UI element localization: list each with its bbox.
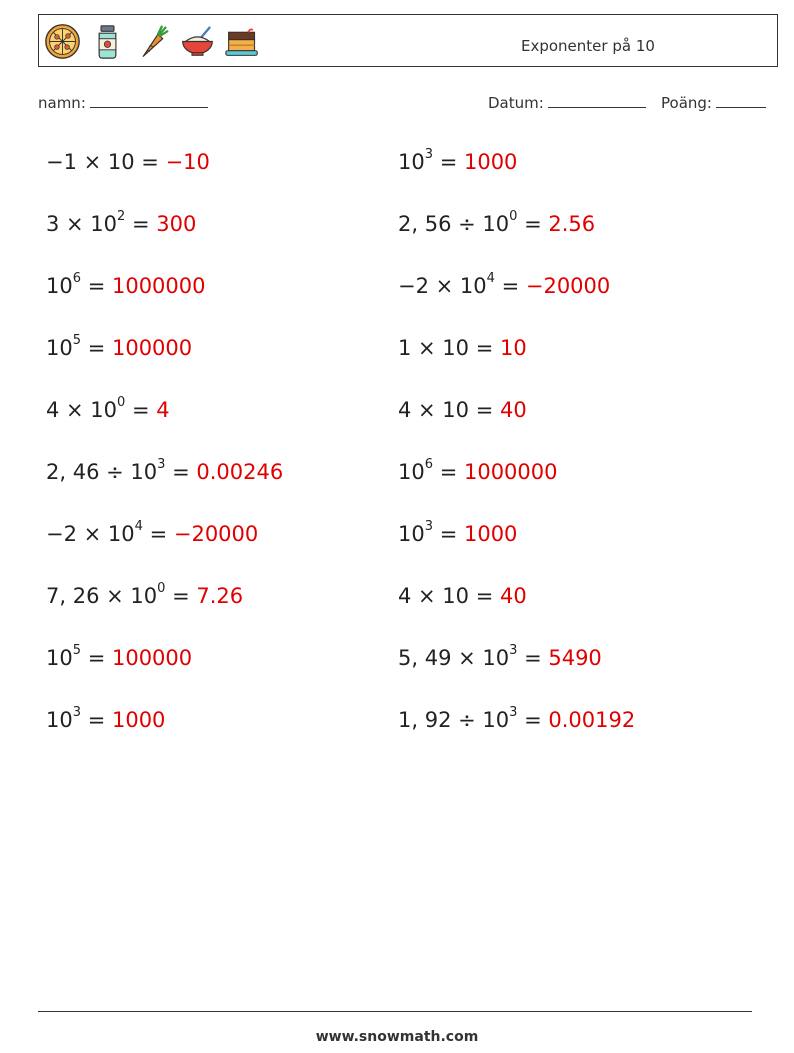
- problem-exponent: 3: [424, 147, 434, 162]
- problem-exponent: 0: [117, 395, 126, 410]
- problem-expression: 4 × 10: [46, 398, 118, 422]
- header-icons: [44, 23, 261, 60]
- problem-answer: 2.56: [548, 212, 596, 236]
- problem-exponent: 3: [72, 705, 82, 720]
- problem-item: [398, 147, 518, 174]
- problem-expression: =: [165, 460, 197, 484]
- problem-answer: 4: [156, 398, 170, 422]
- problem-exponent: 6: [72, 271, 82, 286]
- problem-expression: =: [494, 274, 526, 298]
- problem-expression: 2, 56 ÷ 10: [398, 212, 510, 236]
- problem-item: [398, 398, 527, 422]
- problem-answer: −20000: [525, 274, 611, 298]
- problem-answer: 100000: [111, 336, 193, 360]
- problem-exponent: 0: [157, 581, 166, 596]
- problem-item: [46, 333, 193, 360]
- problem-item: [398, 209, 596, 236]
- problem-expression: −1 × 10 =: [46, 150, 166, 174]
- problem-item: [46, 643, 193, 670]
- problem-answer: −10: [165, 150, 210, 174]
- problem-answer: 300: [156, 212, 197, 236]
- problem-answer: 1000: [463, 522, 518, 546]
- problem-answer: 1000: [463, 150, 518, 174]
- problem-item: [398, 643, 602, 670]
- pizza-icon: [44, 23, 81, 60]
- problem-expression: 7, 26 × 10: [46, 584, 158, 608]
- problem-expression: 2, 46 ÷ 10: [46, 460, 158, 484]
- problem-answer: 10: [499, 336, 527, 360]
- score-field[interactable]: [661, 93, 766, 112]
- problem-exponent: 4: [486, 271, 495, 286]
- problem-exponent: 3: [157, 457, 166, 472]
- problem-expression: =: [81, 708, 112, 732]
- date-blank[interactable]: [548, 93, 646, 108]
- problem-expression: 1, 92 ÷ 10: [398, 708, 510, 732]
- problem-item: [46, 457, 284, 484]
- problem-expression: =: [81, 646, 112, 670]
- problem-item: [398, 271, 611, 298]
- problem-exponent: 0: [509, 209, 518, 224]
- footer-url: www.snowmath.com: [315, 1029, 479, 1045]
- problem-item: [398, 457, 558, 484]
- problem-answer: 0.00246: [196, 460, 284, 484]
- problem-expression: =: [81, 336, 112, 360]
- problem-expression: 1 × 10 =: [398, 336, 500, 360]
- problem-item: [46, 519, 259, 546]
- problem-answer: 1000: [111, 708, 166, 732]
- problem-exponent: 6: [424, 457, 434, 472]
- problem-expression: 10: [398, 460, 425, 484]
- problem-expression: 10: [398, 522, 425, 546]
- problem-item: [46, 581, 244, 608]
- problem-item: [46, 209, 197, 236]
- problem-answer: 1000000: [111, 274, 206, 298]
- problem-exponent: 5: [72, 333, 82, 348]
- problem-expression: −2 × 10: [46, 522, 135, 546]
- problem-item: [398, 519, 518, 546]
- problem-expression: =: [433, 150, 464, 174]
- name-label: namn:: [38, 94, 86, 112]
- problem-expression: =: [517, 212, 549, 236]
- problem-item: [398, 584, 527, 608]
- problem-expression: =: [125, 212, 157, 236]
- problem-answer: 1000000: [463, 460, 558, 484]
- problem-expression: 4 × 10 =: [398, 584, 500, 608]
- score-label: Poäng:: [661, 94, 712, 112]
- problem-expression: =: [517, 646, 549, 670]
- problem-expression: =: [81, 274, 112, 298]
- problem-expression: =: [142, 522, 174, 546]
- problem-answer: 7.26: [196, 584, 244, 608]
- problem-item: [398, 705, 636, 732]
- jam-jar-icon: [89, 23, 126, 60]
- problem-expression: =: [125, 398, 157, 422]
- problem-answer: −20000: [173, 522, 259, 546]
- problem-expression: =: [433, 522, 464, 546]
- score-blank[interactable]: [716, 93, 766, 108]
- problem-expression: 10: [46, 274, 73, 298]
- problem-answer: 5490: [548, 646, 602, 670]
- worksheet-title: Exponenter på 10: [521, 37, 655, 55]
- problem-item: [46, 150, 210, 174]
- problem-exponent: 2: [117, 209, 126, 224]
- name-field[interactable]: [38, 93, 208, 112]
- date-field[interactable]: [488, 93, 646, 112]
- problem-expression: =: [165, 584, 197, 608]
- problem-exponent: 3: [509, 705, 518, 720]
- problem-item: [46, 705, 166, 732]
- carrot-icon: [134, 23, 171, 60]
- problem-answer: 40: [499, 584, 527, 608]
- problem-exponent: 5: [72, 643, 82, 658]
- problem-exponent: 4: [134, 519, 143, 534]
- problem-expression: =: [517, 708, 549, 732]
- problem-exponent: 3: [509, 643, 518, 658]
- date-label: Datum:: [488, 94, 544, 112]
- problem-item: [46, 395, 170, 422]
- cake-icon: [224, 23, 261, 60]
- problem-expression: 4 × 10 =: [398, 398, 500, 422]
- problem-expression: 3 × 10: [46, 212, 118, 236]
- problem-answer: 100000: [111, 646, 193, 670]
- problem-exponent: 3: [424, 519, 434, 534]
- worksheet-header: [38, 14, 778, 67]
- problem-expression: 5, 49 × 10: [398, 646, 510, 670]
- problem-expression: −2 × 10: [398, 274, 487, 298]
- name-blank[interactable]: [90, 93, 208, 108]
- problem-expression: 10: [46, 336, 73, 360]
- footer-divider: [38, 1011, 752, 1012]
- problem-expression: 10: [46, 646, 73, 670]
- rice-bowl-icon: [179, 23, 216, 60]
- problem-item: [46, 271, 206, 298]
- problem-answer: 40: [499, 398, 527, 422]
- problem-expression: 10: [398, 150, 425, 174]
- problem-item: [398, 336, 527, 360]
- problem-expression: =: [433, 460, 464, 484]
- problem-answer: 0.00192: [548, 708, 636, 732]
- problem-expression: 10: [46, 708, 73, 732]
